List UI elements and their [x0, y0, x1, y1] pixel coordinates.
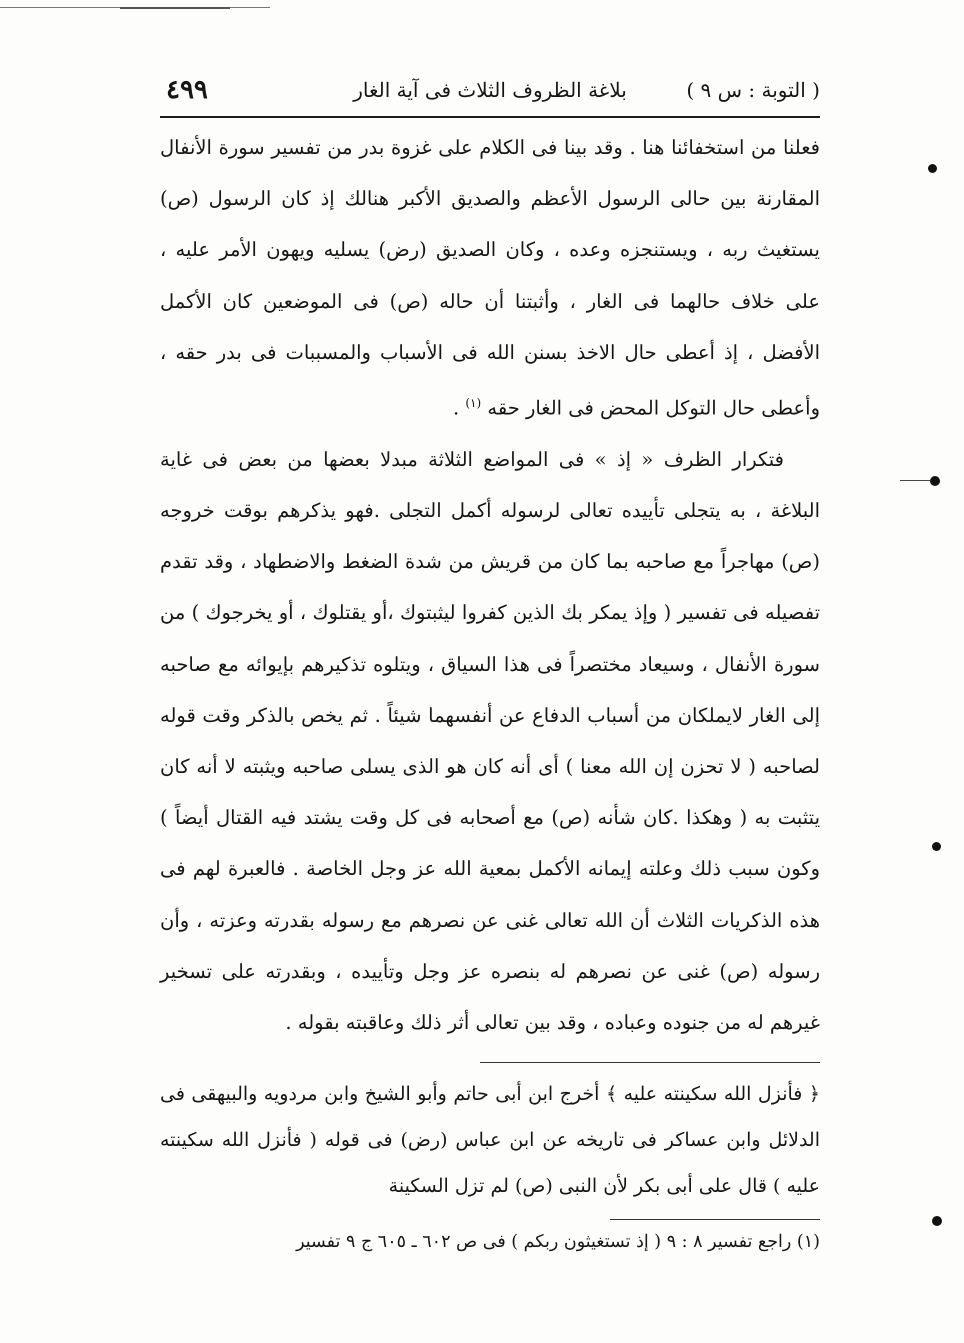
paragraph-text: فعلنا من استخفائنا هنا . وقد بينا فى الكلام على غزوة بدر من تفسير سورة الأنفال المقارنة بين حالى الرسول الأعظم والصديق الأكبر هنالك إذ كان الرسول (ص) يستغيث ربه ، ويستنجزه وعده ، وكان الصديق (رض) يسليه ويهون الأمر عليه ، على خلاف حالهما فى الغار ، وأثبتنا أن حاله (ص) فى الموضعين كان الأكمل الأفضل ، إذ أعطى حال الاخذ بسنن الله فى الأسباب والمسببات فى بدر حقه ، وأعطى حال التوكل المحض فى الغار حقه	[160, 136, 820, 420]
footnote-marker: (١)	[465, 396, 482, 411]
scan-edge-mark	[120, 7, 230, 9]
commentary-block: ﴿ فأنزل الله سكينته عليه ﴾ أخرج ابن أبى حاتم وأبو الشيخ وابن مردويه والبيهقى فى الدلائل وابن عساكر فى تاريخه عن ابن عباس (رض) فى قوله ( فأنزل الله سكينته عليه ) قال على أبى بكر لأن النبى (ص) لم تزل السكينة	[160, 1083, 820, 1198]
header-rule	[160, 116, 820, 118]
paragraph-end: .	[452, 396, 460, 420]
body-paragraph	[160, 122, 820, 434]
page-content	[160, 70, 820, 1260]
surah-reference: ( التوبة : س ٩ )	[686, 78, 820, 102]
commentary-separator	[480, 1062, 820, 1063]
body-paragraph	[160, 434, 820, 1048]
ink-stroke	[900, 480, 930, 481]
footnote: (١) راجع تفسير ٨ : ٩ ( إذ تستغيثون ربكم ) فى ص ٦٠٢ ـ ٦٠٥ ج ٩ تفسير	[296, 1232, 820, 1253]
footnote-separator	[610, 1219, 820, 1220]
page-title: بلاغة الظروف الثلاث فى آية الغار	[353, 78, 627, 102]
ink-spot	[928, 164, 937, 173]
ink-spot	[932, 1216, 942, 1226]
page-number: ٤٩٩	[166, 75, 208, 105]
paragraph-text: فتكرار الظرف « إذ » فى المواضع الثلاثة مبدلا بعضها من بعض فى غاية البلاغة ، به يتجلى تأييده تعالى لرسوله أكمل التجلى .فهو يذكرهم بوقت خروجه (ص) مهاجراً مع صاحبه بما كان من قريش من شدة الضغط والاضطهاد ، وقد تقدم تفصيله فى تفسير ( وإذ يمكر بك الذين كفروا ليثبتوك ،أو يقتلوك ، أو يخرجوك ) من سورة الأنفال ، وسيعاد مختصراً فى هذا السياق ، ويتلوه تذكيرهم بإيوائه مع صاحبه إلى الغار لايملكان من أسباب الدفاع عن أنفسهما شيئاً . ثم يخص بالذكر وقت قوله لصاحبه ( لا تحزن إن الله معنا ) أى أنه كان هو الذى يسلى صاحبه ويثبته لا أنه كان يتثبت به ( وهكذا .كان شأنه (ص) مع أصحابه فى كل وقت يشتد فيه القتال أيضاً ) وكون سبب ذلك وعلته إيمانه الأكمل بمعية الله عز وجل الخاصة . فالعبرة لهم فى هذه الذكريات الثلاث أن الله تعالى غنى عن نصرهم مع رسوله بقدرته وعزته ، وأن رسوله (ص) غنى عن نصرهم له بنصره عز وجل وتأييده ، وبقدرته على تسخير غيرهم له من جنوده وعباده ، وقد بين تعالى أثر ذلك وعاقبته بقوله .	[160, 447, 820, 1034]
ink-spot	[930, 476, 940, 486]
ink-spot	[932, 842, 941, 851]
running-header	[160, 70, 820, 110]
